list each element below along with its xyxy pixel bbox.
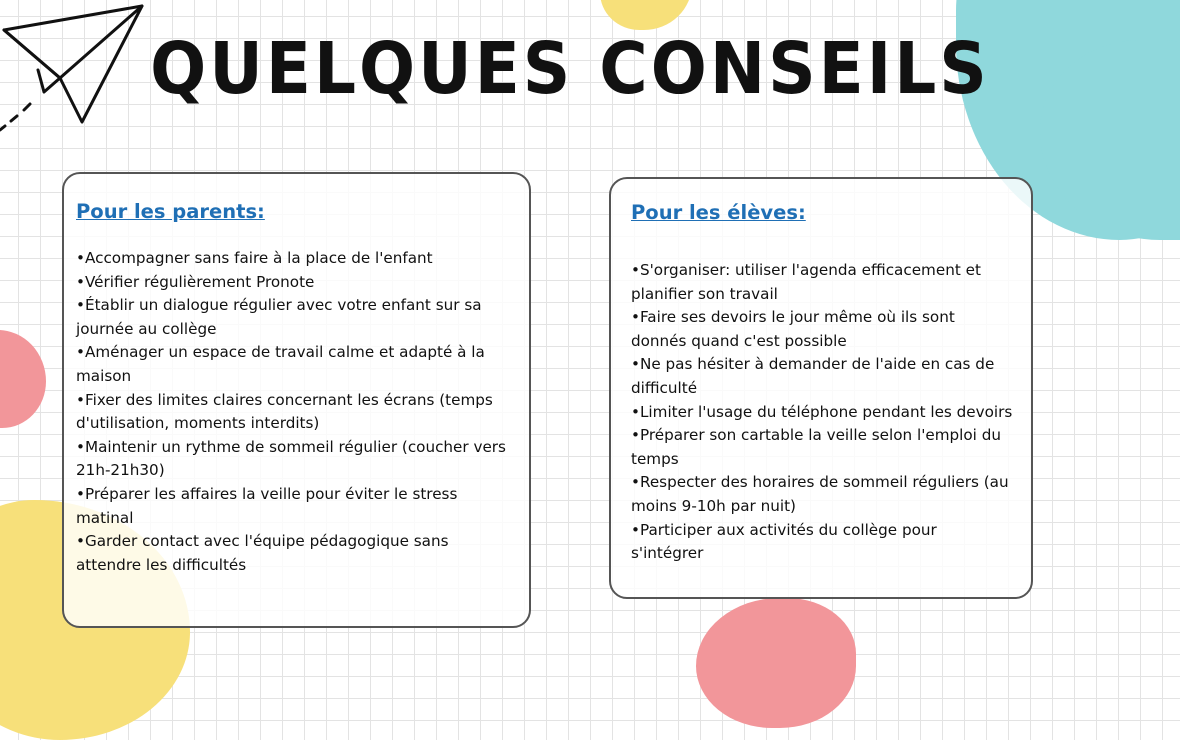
students-advice-item: • Préparer son cartable la veille selon l'emploi du temps [631, 424, 1013, 471]
parents-advice-item: • Fixer des limites claires concernant les écrans (temps d'utilisation, moments interdits) [76, 389, 517, 436]
pink-blob-left [0, 330, 46, 428]
students-advice-item: • Respecter des horaires de sommeil réguliers (au moins 9-10h par nuit) [631, 471, 1013, 518]
parents-advice-item: • Aménager un espace de travail calme et adapté à la maison [76, 341, 517, 388]
parents-advice-item: • Vérifier régulièrement Pronote [76, 271, 517, 295]
students-advice-item: • Participer aux activités du collège pour s'intégrer [631, 519, 1013, 566]
parents-advice-item: • Préparer les affaires la veille pour éviter le stress matinal [76, 483, 517, 530]
page-title: QUELQUES CONSEILS [150, 26, 990, 111]
students-advice-panel [609, 177, 1033, 599]
parents-advice-list [76, 247, 517, 577]
parents-advice-panel [62, 172, 531, 628]
students-advice-list [631, 259, 1013, 566]
pink-blob-bottom [696, 598, 856, 728]
parents-advice-item: • Établir un dialogue régulier avec votre enfant sur sa journée au collège [76, 294, 517, 341]
parents-advice-item: • Garder contact avec l'équipe pédagogique sans attendre les difficultés [76, 530, 517, 577]
students-heading: Pour les élèves: [631, 201, 806, 224]
yellow-blob-top [600, 0, 692, 30]
students-advice-item: • Ne pas hésiter à demander de l'aide en cas de difficulté [631, 353, 1013, 400]
students-advice-item: • Faire ses devoirs le jour même où ils sont donnés quand c'est possible [631, 306, 1013, 353]
parents-advice-item: • Maintenir un rythme de sommeil régulier (coucher vers 21h-21h30) [76, 436, 517, 483]
parents-heading: Pour les parents: [76, 200, 265, 223]
students-advice-item: • S'organiser: utiliser l'agenda efficacement et planifier son travail [631, 259, 1013, 306]
students-advice-item: • Limiter l'usage du téléphone pendant les devoirs [631, 401, 1013, 425]
parents-advice-item: • Accompagner sans faire à la place de l'enfant [76, 247, 517, 271]
